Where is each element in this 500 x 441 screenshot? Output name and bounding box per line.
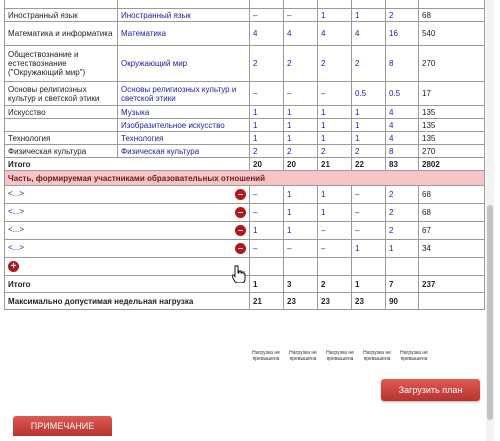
- hours-cell: 1: [250, 222, 284, 240]
- remove-row-button[interactable]: –: [235, 243, 246, 254]
- hours-cell: [386, 0, 419, 9]
- hours-cell: [318, 0, 352, 9]
- subject-row: [5, 145, 485, 158]
- hours-cell: 1: [318, 106, 352, 119]
- total-cell: 2802: [419, 158, 485, 171]
- hours-cell: 2: [284, 145, 318, 158]
- subject-link[interactable]: Математика: [118, 22, 250, 46]
- hours-cell: 2: [250, 46, 284, 82]
- upload-plan-button[interactable]: Загрузить план: [381, 379, 480, 401]
- subject-area-cell: Технология: [5, 132, 118, 145]
- hours-cell: 4: [352, 22, 386, 46]
- hours-cell: 4: [386, 119, 419, 132]
- hours-cell: 1: [352, 9, 386, 22]
- hours-cell: 1: [386, 240, 419, 258]
- hours-cell: 68: [419, 9, 485, 22]
- max-load-row: [5, 293, 485, 310]
- hours-cell: 17: [419, 82, 485, 106]
- total-cell: 21: [318, 158, 352, 171]
- load-note: Нагрузка не превышена: [363, 350, 391, 362]
- hours-cell: 135: [419, 132, 485, 145]
- hours-cell: 1: [284, 222, 318, 240]
- hours-cell: –: [250, 240, 284, 258]
- total-cell: 3: [284, 276, 318, 293]
- subject-area-cell: Математика и информатика: [5, 22, 118, 46]
- hours-cell: 0.5: [352, 82, 386, 106]
- hours-cell: –: [318, 222, 352, 240]
- hours-cell: 1: [318, 204, 352, 222]
- hours-cell: 1: [284, 106, 318, 119]
- hours-cell: 1: [318, 186, 352, 204]
- scrollbar[interactable]: [486, 0, 494, 441]
- variable-subject-row: [5, 222, 485, 240]
- hours-cell: 8: [386, 145, 419, 158]
- subject-area-cell: Обществознание и естествознание ("Окружающий мир"): [5, 46, 118, 82]
- hours-cell: –: [284, 240, 318, 258]
- total-cell: 20: [250, 158, 284, 171]
- hours-cell: 2: [318, 46, 352, 82]
- variable-subject-row: [5, 240, 485, 258]
- hours-cell: 1: [318, 132, 352, 145]
- variable-subject-row: [5, 204, 485, 222]
- hours-cell: 4: [386, 106, 419, 119]
- hours-cell: 2: [352, 46, 386, 82]
- hours-cell: 2: [318, 145, 352, 158]
- add-row-button[interactable]: +: [8, 261, 19, 272]
- hours-cell: 1: [284, 119, 318, 132]
- hours-cell: –: [284, 9, 318, 22]
- total-cell: 23: [284, 293, 318, 310]
- subject-row: [5, 119, 485, 132]
- total-label: Итого: [5, 158, 250, 171]
- add-row-cell: [5, 258, 250, 276]
- section-header-row: [5, 171, 485, 186]
- subject-row: [5, 22, 485, 46]
- subject-row: [5, 82, 485, 106]
- hours-cell: 2: [386, 9, 419, 22]
- subject-row: [5, 9, 485, 22]
- hours-cell: 1: [352, 240, 386, 258]
- hours-cell: 2: [386, 204, 419, 222]
- subject-row: [5, 106, 485, 119]
- load-note: Нагрузка не превышена: [289, 350, 317, 362]
- section-title: Часть, формируемая участниками образовательных отношений: [5, 171, 485, 186]
- subject-row: [5, 0, 485, 9]
- hours-cell: [250, 0, 284, 9]
- total-label: Максимально допустимая недельная нагрузка: [5, 293, 250, 310]
- hours-cell: 1: [250, 119, 284, 132]
- empty-cell: [318, 258, 352, 276]
- hours-cell: 135: [419, 119, 485, 132]
- variable-subject-cell: [5, 222, 250, 240]
- total-label: Итого: [5, 276, 250, 293]
- variable-subject-cell: [5, 186, 250, 204]
- hours-cell: 135: [419, 106, 485, 119]
- hours-cell: 270: [419, 145, 485, 158]
- subject-area-cell: Искусство: [5, 106, 118, 119]
- empty-cell: [419, 258, 485, 276]
- variable-subject-cell: [5, 204, 250, 222]
- subject-area-cell: Физическая культура: [5, 145, 118, 158]
- hours-cell: [352, 0, 386, 9]
- hours-cell: –: [250, 82, 284, 106]
- subject-link[interactable]: Музыка: [118, 106, 250, 119]
- variable-subject-cell: [5, 240, 250, 258]
- hours-cell: –: [318, 82, 352, 106]
- subject-area-cell: [5, 0, 118, 9]
- subject-select-link[interactable]: <...>: [8, 243, 25, 252]
- hours-cell: –: [352, 186, 386, 204]
- subject-select-link[interactable]: <...>: [8, 225, 25, 234]
- subject-link[interactable]: Физическая культура: [118, 145, 250, 158]
- hours-cell: 8: [386, 46, 419, 82]
- total-cell: 20: [284, 158, 318, 171]
- total-cell: 7: [386, 276, 419, 293]
- hours-cell: –: [352, 204, 386, 222]
- hours-cell: 1: [318, 119, 352, 132]
- hours-cell: 16: [386, 22, 419, 46]
- subject-link[interactable]: [118, 0, 250, 9]
- hours-cell: 1: [284, 204, 318, 222]
- total-cell: 237: [419, 276, 485, 293]
- subject-select-link[interactable]: <...>: [8, 189, 25, 198]
- hours-cell: –: [250, 186, 284, 204]
- total-cell: 1: [352, 276, 386, 293]
- load-note: Нагрузка не превышена: [252, 350, 280, 362]
- hours-cell: 4: [318, 22, 352, 46]
- hours-cell: 2: [386, 222, 419, 240]
- hours-cell: 4: [250, 22, 284, 46]
- hand-cursor-icon: [232, 265, 246, 283]
- hours-cell: 2: [352, 145, 386, 158]
- subject-link[interactable]: Иностранный язык: [118, 9, 250, 22]
- hours-cell: 68: [419, 186, 485, 204]
- hours-cell: 540: [419, 22, 485, 46]
- note-button[interactable]: ПРИМЕЧАНИЕ: [13, 416, 112, 436]
- hours-cell: 67: [419, 222, 485, 240]
- hours-cell: 0.5: [386, 82, 419, 106]
- total-cell: 21: [250, 293, 284, 310]
- hours-cell: 2: [284, 46, 318, 82]
- remove-row-button[interactable]: –: [235, 225, 246, 236]
- hours-cell: 2: [386, 186, 419, 204]
- hours-cell: 68: [419, 204, 485, 222]
- empty-cell: [284, 258, 318, 276]
- load-note: Нагрузка не превышена: [400, 350, 428, 362]
- subject-select-link[interactable]: <...>: [8, 207, 25, 216]
- subject-link[interactable]: Технология: [118, 132, 250, 145]
- empty-cell: [352, 258, 386, 276]
- total-cell: 1: [250, 276, 284, 293]
- variable-subject-row: [5, 186, 485, 204]
- empty-cell: [250, 258, 284, 276]
- remove-row-button[interactable]: –: [235, 207, 246, 218]
- hours-cell: 1: [284, 132, 318, 145]
- total-cell: 22: [352, 158, 386, 171]
- load-note: Нагрузка не превышена: [326, 350, 354, 362]
- hours-cell: [284, 0, 318, 9]
- hours-cell: 1: [250, 106, 284, 119]
- hours-cell: [419, 0, 485, 9]
- subject-link[interactable]: Основы религиозных культур и светской этики: [118, 82, 250, 106]
- subject-row: [5, 132, 485, 145]
- subject-row: [5, 46, 485, 82]
- scrollbar-thumb[interactable]: [487, 205, 493, 420]
- subject-area-cell: Иностранный язык: [5, 9, 118, 22]
- hours-cell: 4: [386, 132, 419, 145]
- hours-cell: 2: [250, 145, 284, 158]
- subject-link[interactable]: Изобразительное искусство: [118, 119, 250, 132]
- hours-cell: 1: [250, 132, 284, 145]
- hours-cell: 1: [284, 186, 318, 204]
- subject-area-cell: [5, 119, 118, 132]
- total-row: [5, 158, 485, 171]
- hours-cell: 34: [419, 240, 485, 258]
- total-cell: [419, 293, 485, 310]
- total-cell: 2: [318, 276, 352, 293]
- hours-cell: –: [352, 222, 386, 240]
- empty-cell: [386, 258, 419, 276]
- total-cell: 90: [386, 293, 419, 310]
- hours-cell: 1: [352, 132, 386, 145]
- hours-cell: –: [250, 9, 284, 22]
- total-cell: 23: [352, 293, 386, 310]
- hours-cell: 1: [352, 106, 386, 119]
- hours-cell: –: [250, 204, 284, 222]
- total-cell: 23: [318, 293, 352, 310]
- curriculum-table: [4, 0, 485, 310]
- remove-row-button[interactable]: –: [235, 189, 246, 200]
- hours-cell: 1: [318, 9, 352, 22]
- hours-cell: 270: [419, 46, 485, 82]
- hours-cell: –: [318, 240, 352, 258]
- subject-area-cell: Основы религиозных культур и светской этики: [5, 82, 118, 106]
- subject-link[interactable]: Окружающий мир: [118, 46, 250, 82]
- total-cell: 83: [386, 158, 419, 171]
- hours-cell: 1: [352, 119, 386, 132]
- hours-cell: –: [284, 82, 318, 106]
- hours-cell: 4: [284, 22, 318, 46]
